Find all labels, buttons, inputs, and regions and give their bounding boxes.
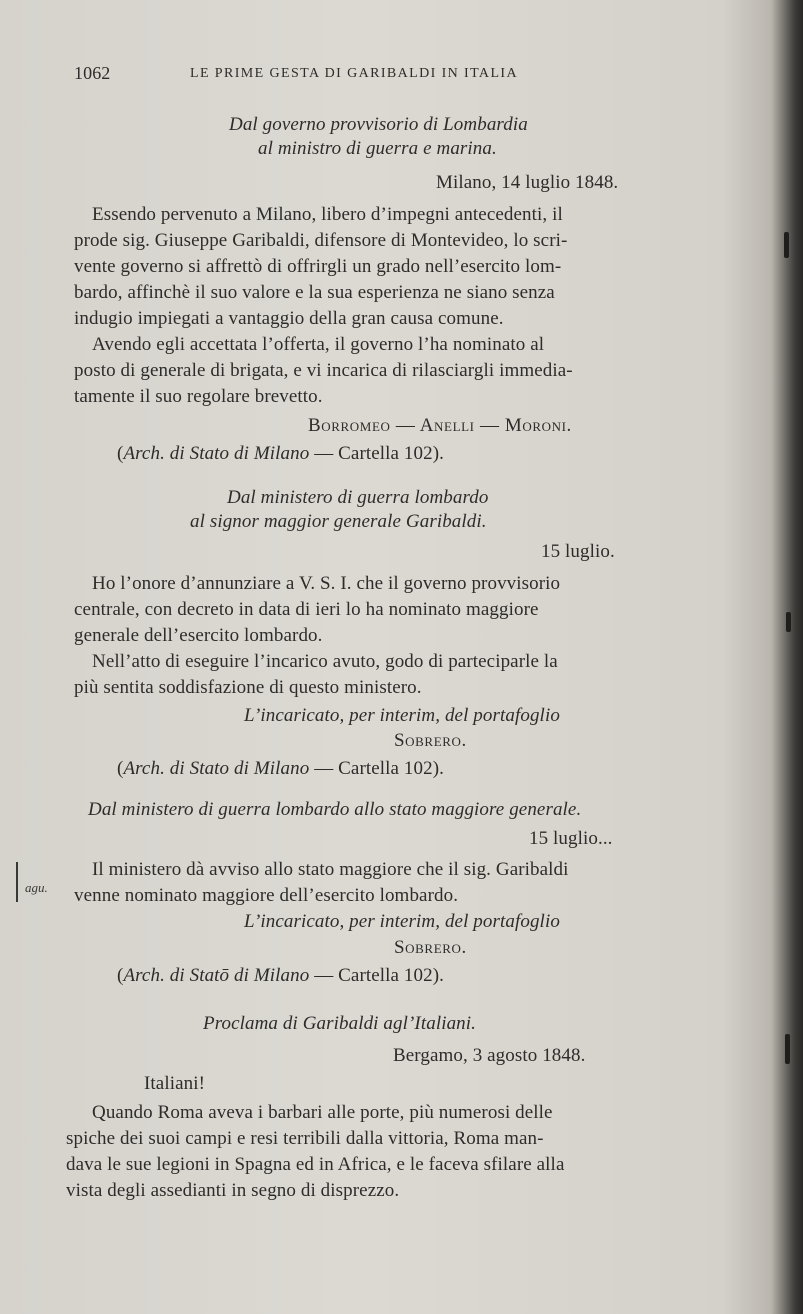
doc2-signature: Sobrero. [394, 730, 467, 751]
margin-note: agu. [25, 880, 48, 895]
doc3-signature: Sobrero. [394, 937, 467, 958]
doc4-paragraph-line: vista degli assedianti in segno di disprezzo. [66, 1180, 400, 1201]
doc4-paragraph-line: dava le sue legioni in Spagna ed in Africa, e le faceva sfilare alla [66, 1154, 565, 1175]
doc2-date: 15 luglio. [541, 541, 615, 562]
doc1-paragraph-line: Essendo pervenuto a Milano, libero d’impegni antecedenti, il [92, 204, 563, 225]
doc2-heading-line1: Dal ministero di guerra lombardo [227, 487, 489, 508]
doc4-salutation: Italiani! [144, 1073, 206, 1094]
doc2-source-folder: — Cartella 102). [314, 758, 445, 779]
page-number: 1062 [74, 63, 111, 83]
doc1-paragraph-line: bardo, affinchè il suo valore e la sua esperienza ne siano senza [74, 282, 555, 303]
doc3-source-archive: Arch. di Statō di Milano [123, 965, 310, 986]
doc1-paragraph-line: prode sig. Giuseppe Garibaldi, difensore di Montevideo, lo scri- [74, 230, 568, 251]
margin-line [16, 862, 18, 902]
doc1-source: (Arch. di Stato di Milano — Cartella 102). [117, 443, 445, 464]
doc1-date: Milano, 14 luglio 1848. [436, 172, 619, 193]
doc4-heading: Proclama di Garibaldi agl’Italiani. [203, 1013, 477, 1034]
doc1-paragraph-line: vente governo si affrettò di offrirgli un grado nell’esercito lom- [74, 256, 562, 277]
doc2-heading-line2: al signor maggior generale Garibaldi. [190, 511, 487, 532]
doc1-heading-line1: Dal governo provvisorio di Lombardia [229, 114, 528, 135]
doc4-paragraph-line: spiche dei suoi campi e resi terribili dalla vittoria, Roma man- [66, 1128, 544, 1149]
doc1-source-folder: — Cartella 102). [314, 443, 445, 464]
doc1-heading-line2: al ministro di guerra e marina. [258, 138, 497, 159]
binding-mark [784, 232, 789, 258]
doc2-paragraph-line: più sentita soddisfazione di questo ministero. [74, 677, 422, 698]
binding-mark [786, 612, 791, 632]
doc3-date: 15 luglio... [529, 828, 613, 849]
doc3-paragraph-line: Il ministero dà avviso allo stato maggiore che il sig. Garibaldi [92, 859, 569, 880]
doc3-source: (Arch. di Statō di Milano — Cartella 102). [117, 965, 445, 986]
doc1-paragraph-line: posto di generale di brigata, e vi incarica di rilasciargli immedia- [74, 360, 573, 381]
doc2-signatory-title: L’incaricato, per interim, del portafoglio [244, 705, 560, 726]
doc3-signatory-title: L’incaricato, per interim, del portafoglio [244, 911, 560, 932]
doc2-paragraph-line: Ho l’onore d’annunziare a V. S. I. che il governo provvisorio [92, 573, 561, 594]
running-title: LE PRIME GESTA DI GARIBALDI IN ITALIA [190, 66, 518, 81]
doc2-paragraph-line: Nell’atto di eseguire l’incarico avuto, godo di parteciparle la [92, 651, 558, 672]
doc4-date: Bergamo, 3 agosto 1848. [393, 1045, 586, 1066]
doc1-paragraph-line: tamente il suo regolare brevetto. [74, 386, 323, 407]
doc3-heading: Dal ministero di guerra lombardo allo stato maggiore generale. [88, 799, 582, 820]
doc3-source-folder: — Cartella 102). [314, 965, 445, 986]
doc1-paragraph-line: Avendo egli accettata l’offerta, il governo l’ha nominato al [92, 334, 545, 355]
doc4-paragraph-line: Quando Roma aveva i barbari alle porte, più numerosi delle [92, 1102, 553, 1123]
doc2-source-archive: Arch. di Stato di Milano [123, 758, 310, 779]
doc3-paragraph-line: venne nominato maggiore dell’esercito lombardo. [74, 885, 459, 906]
doc2-paragraph-line: generale dell’esercito lombardo. [74, 625, 323, 646]
doc1-paragraph-line: indugio impiegati a vantaggio della gran causa comune. [74, 308, 504, 329]
doc1-source-archive: Arch. di Stato di Milano [123, 443, 310, 464]
binding-mark [785, 1034, 790, 1064]
doc2-paragraph-line: centrale, con decreto in data di ieri lo ha nominato maggiore [74, 599, 539, 620]
doc1-signature: Borromeo — Anelli — Moroni. [308, 415, 572, 436]
doc2-source: (Arch. di Stato di Milano — Cartella 102). [117, 758, 445, 779]
